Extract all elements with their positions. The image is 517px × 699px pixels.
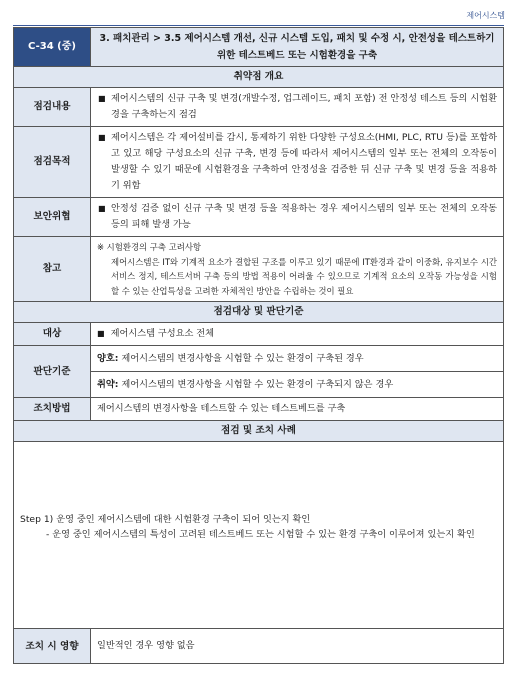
good-label: 양호: [97,353,119,364]
purpose-text-cell [91,127,504,198]
document-category-tag: 제어시스템 [466,11,505,20]
purpose-text: 제어시스템은 각 제어설비를 감시, 통제하기 위한 다양한 구성요소(HMI, PLC, RTU 등)를 포함하고 있고 해당 구성요소의 신규 구축, 변경 등에 따라서 제어시스템의 일부 또는 전체의 오작동이 발생할 수 있기 때문에 시험환경을 구축하여 안정성을 검증한 뒤 신규 구축 및 변경 등을 적용하기 위함 [111,132,497,191]
bullet-icon: ■ [98,133,106,142]
criteria-bad [91,371,503,397]
target-label: 대상 [14,323,91,346]
action-text: 제어시스템의 변경사항을 테스트할 수 있는 테스트베드를 구축 [91,398,504,421]
content-label: 점검내용 [14,88,91,127]
check-item-table [13,27,504,664]
example-cell [14,442,504,629]
example-step: Step 1) 운영 중인 제어시스템에 대한 시험환경 구축이 되어 잇는지 확인 [20,514,311,525]
row-reference [14,237,504,302]
criteria-good [91,346,503,371]
section-example-heading: 점검 및 조치 사례 [14,421,504,442]
impact-label: 조치 시 영향 [14,629,91,664]
section-overview-heading: 취약점 개요 [14,67,504,88]
bullet-icon: ■ [98,204,106,213]
reference-cell [91,237,504,302]
bad-label: 취약: [97,379,119,390]
bad-text: 제어시스템의 변경사항을 시험할 수 있는 환경이 구축되지 않은 경우 [121,379,394,390]
item-id: C-34 (중) [14,28,91,67]
content-text: 제어시스템의 신규 구축 및 변경(개발수정, 업그레이드, 패치 포함) 전 안정성 테스트 등의 시험환경을 구축하는지 점검 [111,93,497,120]
good-text: 제어시스템의 변경사항을 시험할 수 있는 환경이 구축된 경우 [121,353,364,364]
threat-text-cell [91,198,504,237]
bullet-icon: ■ [97,329,105,338]
threat-label: 보안위협 [14,198,91,237]
reference-note: ※ 시험환경의 구축 고려사항 [97,242,201,252]
reference-text: 제어시스템은 IT와 기계적 요소가 결합된 구조를 이루고 있기 때문에 IT환경과 같이 이중화, 유지보수 시간 서비스 정지, 테스트서버 구축 등의 방법 적용이 어려울 수 있으므로 기계적 요소의 오작동 가능성을 시험할 수 있는 산업특성을 고려한 자체적인 방안을 수립하는 것이 필요 [111,256,497,296]
section-target-heading: 점검대상 및 판단기준 [14,302,504,323]
item-title: 3. 패치관리 > 3.5 제어시스템 개선, 신규 시스템 도입, 패치 및 수정 시, 안전성을 테스트하기 위한 테스트베드 또는 시험환경을 구축 [91,28,504,67]
target-text: 제어시스템 구성요소 전체 [110,328,215,339]
header-divider [13,25,504,26]
row-content [14,88,504,127]
row-criteria [14,346,504,398]
reference-label: 참고 [14,237,91,302]
purpose-label: 점검목적 [14,127,91,198]
bullet-icon: ■ [98,94,106,103]
row-action [14,398,504,421]
example-substep: - 운영 중인 제어시스템의 특성이 고려된 테스트베드 또는 시험할 수 있는 환경 구축이 이루어져 있는지 확인 [46,529,475,540]
threat-text: 안정성 검증 없이 신규 구축 및 변경 등을 적용하는 경우 제어시스템의 일부 또는 전체의 오작동 등의 피해 발생 가능 [111,203,497,230]
row-impact [14,629,504,664]
row-threat [14,198,504,237]
target-text-cell [91,323,504,346]
action-label: 조치방법 [14,398,91,421]
row-target [14,323,504,346]
impact-text: 일반적인 경우 영향 없음 [91,629,504,664]
criteria-cell [91,346,504,398]
criteria-label: 판단기준 [14,346,91,398]
row-example [14,442,504,629]
row-purpose [14,127,504,198]
title-row [14,28,504,67]
content-text-cell [91,88,504,127]
